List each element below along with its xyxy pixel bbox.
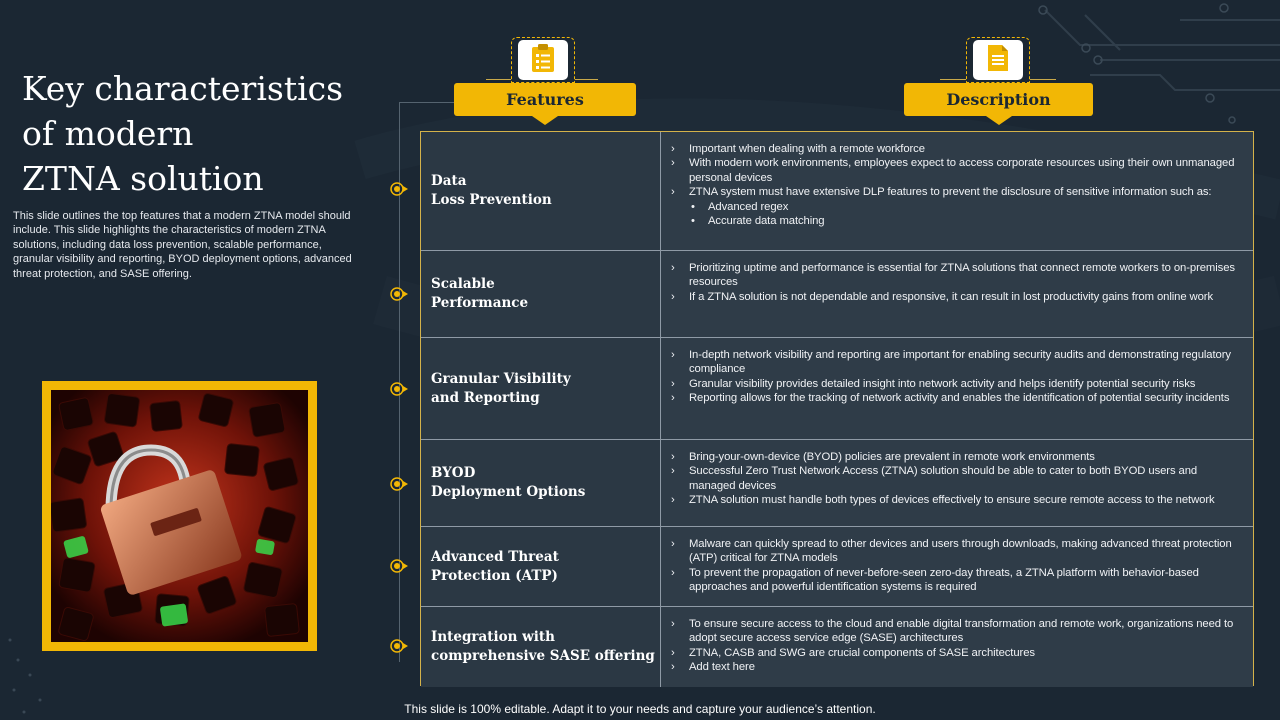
table-row <box>421 527 1253 607</box>
bullet-item: › With modern work environments, employees expect to access corporate resources using their own unmanaged personal devices <box>671 156 1243 185</box>
bullet-item: › ZTNA, CASB and SWG are crucial components of SASE architectures <box>671 646 1243 660</box>
bullet-item: › To prevent the propagation of never-before-seen zero-day threats, a ZTNA platform with behavior-based approaches and powerful identification systems is required <box>671 566 1243 595</box>
circle-arrow-marker-icon <box>390 382 408 396</box>
table-row <box>421 251 1253 338</box>
bullet-item: › In-depth network visibility and reporting are important for enabling security audits and demonstrating regulatory compliance <box>671 348 1243 377</box>
bullet-item: › Reporting allows for the tracking of network activity and enables the identification of potential security incidents <box>671 391 1243 405</box>
bullet-item: › Malware can quickly spread to other devices and users through downloads, making advanced threat protection (ATP) critical for ZTNA models <box>671 537 1243 566</box>
feature-cell <box>421 440 661 526</box>
slide-title: Key characteristics of modern ZTNA solution <box>22 69 344 198</box>
description-header: Description <box>904 83 1093 116</box>
bullet-item: › Important when dealing with a remote workforce <box>671 142 1243 156</box>
circle-arrow-marker-icon <box>390 639 408 653</box>
features-table <box>420 131 1254 686</box>
description-bullets <box>671 261 1243 304</box>
description-bullets <box>671 537 1243 595</box>
bullet-item: › Granular visibility provides detailed insight into network activity and helps identify potential security risks <box>671 377 1243 391</box>
sub-bullet-item: • Advanced regex <box>671 200 1243 214</box>
circle-arrow-marker-icon <box>390 559 408 573</box>
feature-cell <box>421 527 661 606</box>
description-bullets <box>671 617 1243 675</box>
circle-arrow-marker-icon <box>390 477 408 491</box>
footer-text: This slide is 100% editable. Adapt it to your needs and capture your audience’s attention. <box>404 702 876 716</box>
description-bullets <box>671 348 1243 406</box>
bullet-item: › Add text here <box>671 660 1243 674</box>
feature-cell <box>421 132 661 250</box>
description-cell <box>661 132 1253 250</box>
feature-label: Granular Visibility and Reporting <box>431 370 571 406</box>
bullet-item: › Bring-your-own-device (BYOD) policies are prevalent in remote work environments <box>671 450 1243 464</box>
table-row <box>421 338 1253 440</box>
description-cell <box>661 527 1253 606</box>
slide-intro-text: This slide outlines the top features that a modern ZTNA model should include. This slide highlights the characteristics of modern ZTNA solutions, including data loss prevention, scalable performance, granular visibility and reporting, BYOD deployment options, advanced threat protection, and SASE offering. <box>13 210 352 280</box>
table-row <box>421 132 1253 251</box>
sub-bullet-item: • Accurate data matching <box>671 214 1243 228</box>
bullet-item: › If a ZTNA solution is not dependable and responsive, it can result in lost productivity gains from online work <box>671 290 1243 304</box>
bullet-item: › ZTNA system must have extensive DLP features to prevent the disclosure of sensitive information such as: <box>671 185 1243 199</box>
feature-label: BYOD Deployment Options <box>431 465 586 500</box>
feature-cell <box>421 338 661 439</box>
clipboard-checklist-icon <box>530 43 556 78</box>
feature-label: Advanced Threat Protection (ATP) <box>431 548 559 584</box>
description-cell <box>661 251 1253 337</box>
features-badge <box>511 37 575 83</box>
circle-arrow-marker-icon <box>390 287 408 301</box>
feature-label: Scalable Performance <box>431 276 529 311</box>
feature-cell <box>421 251 661 337</box>
table-row <box>421 607 1253 687</box>
padlock-keyboard-image <box>51 390 308 642</box>
timeline-connector <box>399 102 454 103</box>
feature-cell <box>421 607 661 687</box>
bullet-item: › To ensure secure access to the cloud and enable digital transformation and remote work, organizations need to adopt secure access service edge (SASE) architectures <box>671 617 1243 646</box>
description-cell <box>661 338 1253 439</box>
description-bullets <box>671 450 1243 508</box>
table-row <box>421 440 1253 527</box>
description-bullets <box>671 142 1243 228</box>
footer-note <box>0 702 1280 716</box>
feature-label: Data Loss Prevention <box>431 173 552 208</box>
photo-frame <box>42 381 317 651</box>
bullet-item: › ZTNA solution must handle both types of devices effectively to ensure secure remote access to the network <box>671 493 1243 507</box>
document-icon <box>987 44 1009 77</box>
circle-arrow-marker-icon <box>390 182 408 196</box>
bullet-item: › Successful Zero Trust Network Access (ZTNA) solution should be able to cater to both BYOD users and managed devices <box>671 464 1243 493</box>
description-cell <box>661 440 1253 526</box>
feature-label: Integration with comprehensive SASE offering <box>431 629 655 664</box>
bullet-item: › Prioritizing uptime and performance is essential for ZTNA solutions that connect remote workers to on-premises resources <box>671 261 1243 290</box>
description-cell <box>661 607 1253 687</box>
description-badge <box>966 37 1030 83</box>
features-header: Features <box>454 83 636 116</box>
